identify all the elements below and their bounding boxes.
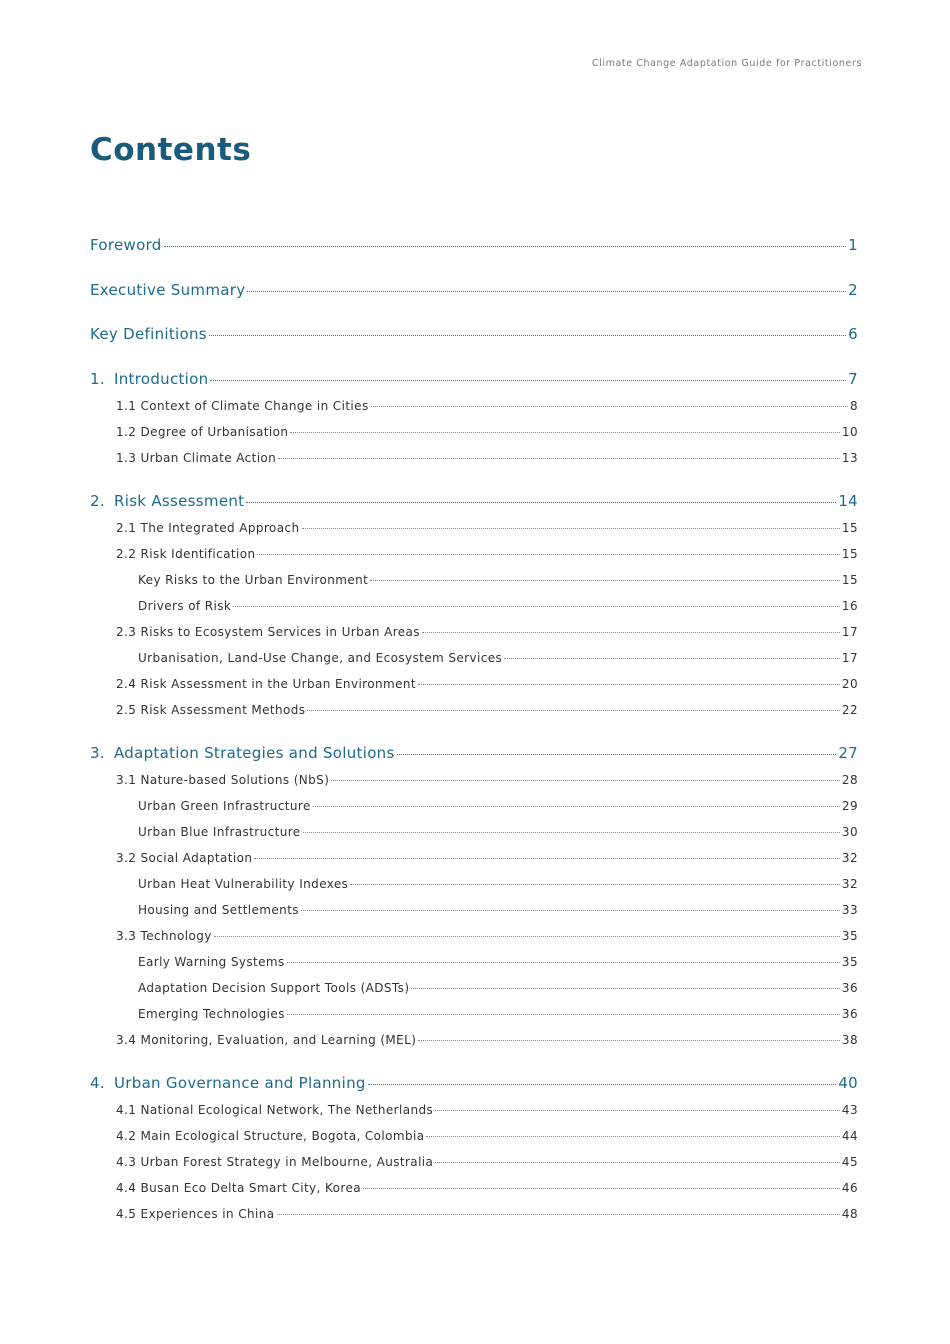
toc-section-entry[interactable] bbox=[138, 903, 858, 917]
toc-entry-label bbox=[116, 547, 255, 561]
toc-entry-label bbox=[116, 1155, 433, 1169]
toc-page-number: 32 bbox=[841, 850, 858, 865]
toc-page-number: 8 bbox=[849, 398, 858, 413]
toc-entry-text: Key Risks to the Urban Environment bbox=[138, 572, 369, 587]
toc-section-entry[interactable] bbox=[138, 1007, 858, 1021]
toc-entry-label bbox=[90, 744, 395, 762]
toc-section-entry[interactable] bbox=[138, 573, 858, 587]
toc-section-entry[interactable] bbox=[116, 425, 858, 439]
toc-page-number: 22 bbox=[841, 702, 858, 717]
toc-page-number: 17 bbox=[841, 650, 858, 665]
toc-section-entry[interactable] bbox=[116, 929, 858, 943]
toc-page-number: 43 bbox=[841, 1102, 858, 1117]
page-title: Contents bbox=[90, 132, 252, 168]
toc-dot-leader bbox=[368, 1084, 837, 1085]
toc-section-entry[interactable] bbox=[116, 1129, 858, 1143]
toc-dot-leader bbox=[370, 580, 840, 581]
toc-page-number: 1 bbox=[848, 236, 858, 254]
toc-entry-text: 3.1 Nature-based Solutions (NbS) bbox=[116, 772, 330, 787]
toc-entry-label bbox=[116, 1207, 275, 1221]
toc-entry-text: 4.4 Busan Eco Delta Smart City, Korea bbox=[116, 1180, 362, 1195]
toc-page-number: 16 bbox=[841, 598, 858, 613]
toc-entry-text: 4.2 Main Ecological Structure, Bogota, Colombia bbox=[116, 1128, 425, 1143]
toc-chapter-entry[interactable] bbox=[90, 492, 858, 510]
toc-entry-label bbox=[116, 425, 288, 439]
toc-dot-leader bbox=[164, 246, 847, 247]
toc-entry-label bbox=[116, 851, 252, 865]
toc-entry-label bbox=[138, 981, 409, 995]
toc-section-entry[interactable] bbox=[116, 451, 858, 465]
toc-section-entry[interactable] bbox=[116, 851, 858, 865]
toc-dot-leader bbox=[350, 884, 840, 885]
toc-dot-leader bbox=[418, 684, 840, 685]
toc-entry-text: 4.3 Urban Forest Strategy in Melbourne, Australia bbox=[116, 1154, 434, 1169]
toc-page-number: 2 bbox=[848, 280, 858, 299]
toc-entry-label bbox=[116, 1033, 416, 1047]
toc-dot-leader bbox=[210, 380, 846, 381]
toc-page-number: 45 bbox=[841, 1154, 858, 1169]
toc-dot-leader bbox=[209, 335, 846, 336]
toc-dot-leader bbox=[435, 1162, 840, 1163]
toc-entry-text: 3.3 Technology bbox=[116, 928, 212, 943]
toc-chapter-entry[interactable] bbox=[90, 744, 858, 762]
toc-dot-leader bbox=[422, 632, 840, 633]
toc-chapter-entry[interactable] bbox=[90, 325, 858, 343]
toc-entry-text: Housing and Settlements bbox=[138, 902, 299, 917]
toc-entry-text: Drivers of Risk bbox=[138, 598, 232, 613]
toc-dot-leader bbox=[302, 528, 840, 529]
toc-entry-label bbox=[90, 370, 208, 388]
toc-dot-leader bbox=[397, 754, 837, 755]
toc-entry-label bbox=[116, 929, 212, 943]
toc-entry-text: 4.1 National Ecological Network, The Netherlands bbox=[116, 1102, 434, 1117]
toc-entry-label bbox=[138, 1007, 285, 1021]
toc-entry-label bbox=[90, 281, 245, 299]
toc-section-entry[interactable] bbox=[116, 1155, 858, 1169]
toc-section-entry[interactable] bbox=[138, 599, 858, 613]
toc-dot-leader bbox=[301, 910, 840, 911]
toc-chapter-number: 4. bbox=[90, 1073, 105, 1092]
toc-page-number: 15 bbox=[841, 520, 858, 535]
toc-entry-label bbox=[138, 799, 311, 813]
toc-entry-label bbox=[138, 955, 285, 969]
toc-entry-text: Introduction bbox=[114, 369, 209, 388]
toc-section-entry[interactable] bbox=[138, 651, 858, 665]
toc-entry-text: 2.4 Risk Assessment in the Urban Environment bbox=[116, 676, 416, 691]
toc-section-entry[interactable] bbox=[116, 1103, 858, 1117]
toc-section-entry[interactable] bbox=[116, 1207, 858, 1221]
toc-entry-label bbox=[90, 492, 244, 510]
toc-entry-text: 2.3 Risks to Ecosystem Services in Urban Areas bbox=[116, 624, 420, 639]
toc-page-number: 20 bbox=[841, 676, 858, 691]
toc-dot-leader bbox=[411, 988, 840, 989]
toc-section-entry[interactable] bbox=[116, 773, 858, 787]
toc-entry-text: Executive Summary bbox=[90, 280, 246, 299]
toc-entry-label bbox=[116, 1103, 433, 1117]
toc-section-entry[interactable] bbox=[116, 399, 858, 413]
toc-dot-leader bbox=[307, 710, 839, 711]
toc-page-number: 48 bbox=[841, 1206, 858, 1221]
toc-page-number: 46 bbox=[841, 1180, 858, 1195]
toc-dot-leader bbox=[287, 1014, 840, 1015]
toc-dot-leader bbox=[278, 458, 840, 459]
toc-entry-text: Early Warning Systems bbox=[138, 954, 285, 969]
toc-section-entry[interactable] bbox=[138, 799, 858, 813]
toc-page-number: 17 bbox=[841, 624, 858, 639]
toc-section-entry[interactable] bbox=[116, 625, 858, 639]
toc-page-number: 7 bbox=[848, 369, 858, 388]
toc-dot-leader bbox=[290, 432, 840, 433]
toc-entry-text: Urban Heat Vulnerability Indexes bbox=[138, 876, 349, 891]
toc-page-number: 15 bbox=[841, 546, 858, 561]
toc-dot-leader bbox=[303, 832, 840, 833]
toc-section-entry[interactable] bbox=[138, 981, 858, 995]
toc-dot-leader bbox=[247, 291, 846, 292]
toc-dot-leader bbox=[363, 1188, 840, 1189]
toc-chapter-entry[interactable] bbox=[90, 281, 858, 299]
toc-dot-leader bbox=[426, 1136, 839, 1137]
toc-page-number: 36 bbox=[841, 980, 858, 995]
toc-section-entry[interactable] bbox=[138, 877, 858, 891]
toc-entry-label bbox=[138, 825, 301, 839]
toc-page-number: 29 bbox=[841, 798, 858, 813]
toc-entry-text: Key Definitions bbox=[90, 325, 207, 343]
toc-page-number: 38 bbox=[841, 1032, 858, 1047]
toc-section-entry[interactable] bbox=[138, 955, 858, 969]
toc-section-entry[interactable] bbox=[116, 1033, 858, 1047]
toc-page-number: 13 bbox=[841, 450, 858, 465]
running-header: Climate Change Adaptation Guide for Practitioners bbox=[591, 58, 862, 69]
toc-entry-label bbox=[138, 877, 348, 891]
toc-section-entry[interactable] bbox=[116, 521, 858, 535]
toc-dot-leader bbox=[277, 1214, 840, 1215]
toc-entry-label bbox=[116, 703, 305, 717]
toc-page-number: 15 bbox=[841, 572, 858, 587]
toc-section-entry[interactable] bbox=[116, 547, 858, 561]
toc-entry-text: Foreword bbox=[90, 236, 162, 254]
toc-page-number: 10 bbox=[841, 424, 858, 439]
toc-page-number: 35 bbox=[841, 928, 858, 943]
toc-dot-leader bbox=[504, 658, 840, 659]
toc-entry-text: 2.1 The Integrated Approach bbox=[116, 520, 300, 535]
toc-entry-label bbox=[90, 1074, 366, 1092]
toc-page-number: 28 bbox=[841, 772, 858, 787]
toc-entry-label bbox=[116, 1129, 424, 1143]
toc-dot-leader bbox=[214, 936, 840, 937]
toc-dot-leader bbox=[254, 858, 840, 859]
toc-entry-label bbox=[138, 651, 502, 665]
toc-entry-text: Urban Blue Infrastructure bbox=[138, 824, 301, 839]
toc-entry-text: Adaptation Decision Support Tools (ADSTs) bbox=[138, 980, 410, 995]
toc-page-number: 33 bbox=[841, 902, 858, 917]
toc-dot-leader bbox=[313, 806, 840, 807]
toc-chapter-entry[interactable] bbox=[90, 1074, 858, 1092]
toc-page-number: 6 bbox=[848, 325, 858, 343]
toc-dot-leader bbox=[371, 406, 848, 407]
toc-entry-label bbox=[116, 625, 420, 639]
toc-section-entry[interactable] bbox=[138, 825, 858, 839]
toc-entry-label bbox=[116, 773, 329, 787]
toc-entry-text: Urbanisation, Land-Use Change, and Ecosystem Services bbox=[138, 650, 503, 665]
toc-entry-label bbox=[116, 521, 300, 535]
toc-entry-text: 4.5 Experiences in China bbox=[116, 1206, 275, 1221]
toc-page-number: 36 bbox=[841, 1006, 858, 1021]
toc-entry-label bbox=[116, 1181, 361, 1195]
toc-page-number: 30 bbox=[841, 824, 858, 839]
toc-page-number: 27 bbox=[838, 743, 858, 762]
toc-chapter-number: 1. bbox=[90, 369, 105, 388]
toc-entry-label bbox=[138, 573, 368, 587]
toc-entry-text: 2.5 Risk Assessment Methods bbox=[116, 702, 306, 717]
toc-entry-text: Urban Governance and Planning bbox=[114, 1073, 366, 1092]
toc-entry-label bbox=[116, 677, 416, 691]
toc-page-number: 14 bbox=[838, 491, 858, 510]
toc-dot-leader bbox=[331, 780, 840, 781]
toc-chapter-entry[interactable] bbox=[90, 370, 858, 388]
toc-entry-label bbox=[116, 451, 276, 465]
toc-entry-text: 2.2 Risk Identification bbox=[116, 546, 256, 561]
toc-entry-text: Urban Green Infrastructure bbox=[138, 798, 311, 813]
toc-entry-label bbox=[90, 236, 162, 254]
toc-chapter-entry[interactable] bbox=[90, 236, 858, 254]
toc-entry-text: Emerging Technologies bbox=[138, 1006, 285, 1021]
toc-entry-text: Adaptation Strategies and Solutions bbox=[114, 743, 395, 762]
toc-dot-leader bbox=[435, 1110, 840, 1111]
toc-page-number: 40 bbox=[838, 1073, 858, 1092]
toc-page-number: 32 bbox=[841, 876, 858, 891]
toc-section-entry[interactable] bbox=[116, 1181, 858, 1195]
toc-dot-leader bbox=[257, 554, 839, 555]
toc-dot-leader bbox=[246, 502, 836, 503]
toc-section-entry[interactable] bbox=[116, 677, 858, 691]
toc-entry-label bbox=[138, 903, 299, 917]
toc-entry-text: 3.2 Social Adaptation bbox=[116, 850, 253, 865]
toc-section-entry[interactable] bbox=[116, 703, 858, 717]
toc-chapter-number: 3. bbox=[90, 743, 105, 762]
toc-entry-label bbox=[90, 325, 207, 343]
toc-page-number: 35 bbox=[841, 954, 858, 969]
toc-page-number: 44 bbox=[841, 1128, 858, 1143]
toc-entry-text: 1.1 Context of Climate Change in Cities bbox=[116, 398, 369, 413]
toc-dot-leader bbox=[233, 606, 840, 607]
toc-chapter-number: 2. bbox=[90, 491, 105, 510]
toc-dot-leader bbox=[287, 962, 840, 963]
toc-entry-label bbox=[116, 399, 369, 413]
toc-dot-leader bbox=[418, 1040, 840, 1041]
toc-entry-text: 3.4 Monitoring, Evaluation, and Learning (MEL) bbox=[116, 1032, 417, 1047]
toc-entry-label bbox=[138, 599, 231, 613]
toc-entry-text: Risk Assessment bbox=[114, 491, 245, 510]
toc-entry-text: 1.2 Degree of Urbanisation bbox=[116, 424, 289, 439]
toc-entry-text: 1.3 Urban Climate Action bbox=[116, 450, 277, 465]
